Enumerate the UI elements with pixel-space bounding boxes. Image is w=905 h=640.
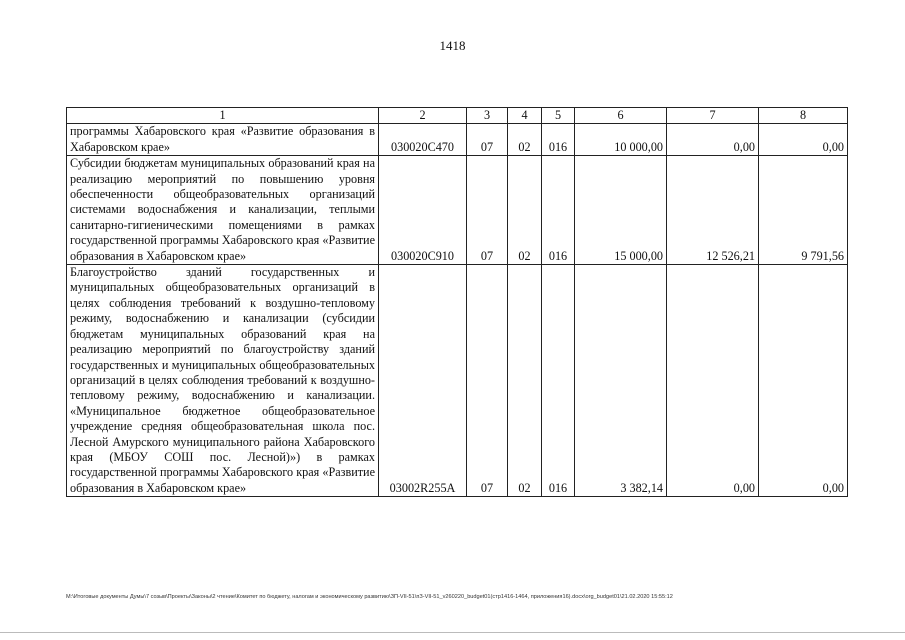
budget-table [66, 107, 848, 497]
column-header-2: 2 [379, 108, 467, 124]
row-c7-cell: 0,00 [667, 124, 759, 156]
column-header-3: 3 [467, 108, 508, 124]
row-c8-cell: 0,00 [759, 124, 848, 156]
column-header-7: 7 [667, 108, 759, 124]
table-row [67, 156, 848, 265]
row-c3-cell: 07 [467, 124, 508, 156]
row-code-cell: 03002R255A [379, 265, 467, 497]
row-name-cell: Субсидии бюджетам муниципальных образований края на реализацию мероприятий по повышению уровня обеспеченности общеобразовательных организаций системами водоснабжения и канализации, теплыми санитарно-гигиеническими помещениями в рамках государственной программы Хабаровского края «Развитие образования в Хабаровском крае» [67, 156, 379, 265]
table-row [67, 124, 848, 156]
row-c3-cell: 07 [467, 265, 508, 497]
row-c5-cell: 016 [542, 265, 575, 497]
row-c5-cell: 016 [542, 124, 575, 156]
row-name-cell: Благоустройство зданий государственных и муниципальных общеобразовательных организаций в целях соблюдения требований к воздушно-тепловому режиму, водоснабжению и канализации (субсидии бюджетам муниципальных образований края на реализацию мероприятий по благоустройству зданий государственных и муниципальных общеобразовательных организаций в целях соблюдения требований к воздушно-тепловому режиму, водоснабжению и канализации. «Муниципальное бюджетное общеобразовательное учреждение средняя общеобразовательная школа пос. Лесной Амурского муниципального района Хабаровского края (МБОУ СОШ пос. Лесной)») в рамках государственной программы Хабаровского края «Развитие образования в Хабаровском крае» [67, 265, 379, 497]
row-c7-cell: 0,00 [667, 265, 759, 497]
page-number: 1418 [439, 38, 466, 53]
row-c6-cell: 10 000,00 [575, 124, 667, 156]
row-name-cell: программы Хабаровского края «Развитие образования в Хабаровском крае» [67, 124, 379, 156]
row-c5-cell: 016 [542, 156, 575, 265]
row-c7-cell: 12 526,21 [667, 156, 759, 265]
row-c4-cell: 02 [508, 124, 542, 156]
row-c4-cell: 02 [508, 156, 542, 265]
row-c8-cell: 9 791,56 [759, 156, 848, 265]
column-header-6: 6 [575, 108, 667, 124]
document-path-footer: M:\Итоговые документы Думы\7 созыв\Проекты\Законы\2 чтение\Комитет по бюджету, налогам и экономическому развитию\ЗП-VII-51\пЗ-VII-51_v260220_budget01(стр1416-1464, приложения16).docx\org_budget01\21.02.2020 15:55:12 [66, 594, 673, 600]
page-edge-divider [0, 632, 905, 633]
column-header-4: 4 [508, 108, 542, 124]
row-c6-cell: 3 382,14 [575, 265, 667, 497]
column-header-8: 8 [759, 108, 848, 124]
row-c4-cell: 02 [508, 265, 542, 497]
table-row [67, 265, 848, 497]
table-header-row [67, 108, 848, 124]
row-c8-cell: 0,00 [759, 265, 848, 497]
column-header-5: 5 [542, 108, 575, 124]
row-code-cell: 030020С910 [379, 156, 467, 265]
column-header-1: 1 [67, 108, 379, 124]
row-code-cell: 030020С470 [379, 124, 467, 156]
row-c6-cell: 15 000,00 [575, 156, 667, 265]
row-c3-cell: 07 [467, 156, 508, 265]
